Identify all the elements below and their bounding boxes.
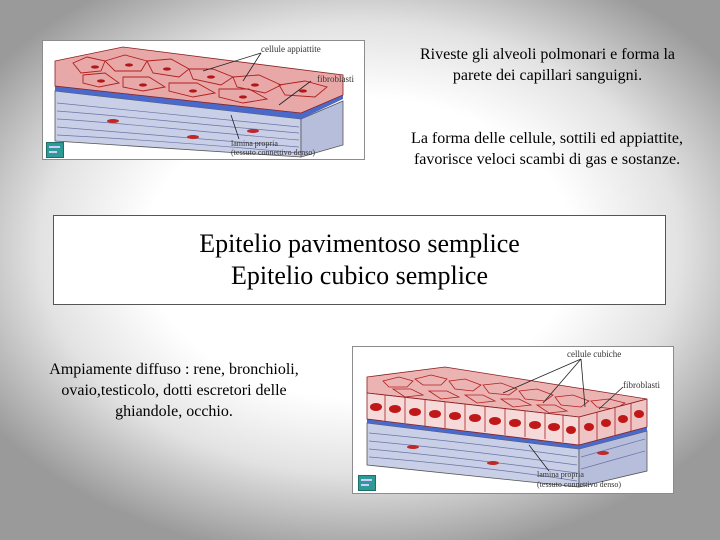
squamous-epithelium-figure xyxy=(42,40,365,160)
label-fibroblasts: fibroblasti xyxy=(623,380,660,390)
squamous-description-function: La forma delle cellule, sottili ed appiattite, favorisce veloci scambi di gas e sostanze. xyxy=(411,130,683,168)
squamous-epithelium-illustration xyxy=(43,41,364,159)
cuboidal-epithelium-figure xyxy=(352,346,674,494)
cuboidal-description-distribution: Ampiamente diffuso : rene, bronchioli, ovaio,testicolo, dotti escretori delle ghiandole, occhio. xyxy=(49,361,299,420)
label-lamina-propria: lamina propria xyxy=(231,139,278,148)
label-dense-connective-tissue: (tessuto connettivo denso) xyxy=(537,480,621,489)
squamous-description-location: Riveste gli alveoli polmonari e forma la parete dei capillari sanguigni. xyxy=(419,46,676,84)
cuboidal-epithelium-illustration xyxy=(353,347,673,493)
label-lamina-propria: lamina propria xyxy=(537,470,584,479)
label-flat-cells: cellule appiattite xyxy=(261,44,321,54)
title-squamous-epithelium: Epitelio pavimentoso semplice xyxy=(199,229,520,258)
label-cuboidal-cells: cellule cubiche xyxy=(567,349,622,359)
label-dense-connective-tissue: (tessuto connettivo denso) xyxy=(231,148,315,157)
figure-badge-icon xyxy=(46,142,64,158)
label-fibroblasts: fibroblasti xyxy=(317,74,354,84)
title-cuboidal-epithelium: Epitelio cubico semplice xyxy=(230,261,489,290)
title-box xyxy=(53,215,666,305)
figure-badge-icon xyxy=(358,475,376,491)
